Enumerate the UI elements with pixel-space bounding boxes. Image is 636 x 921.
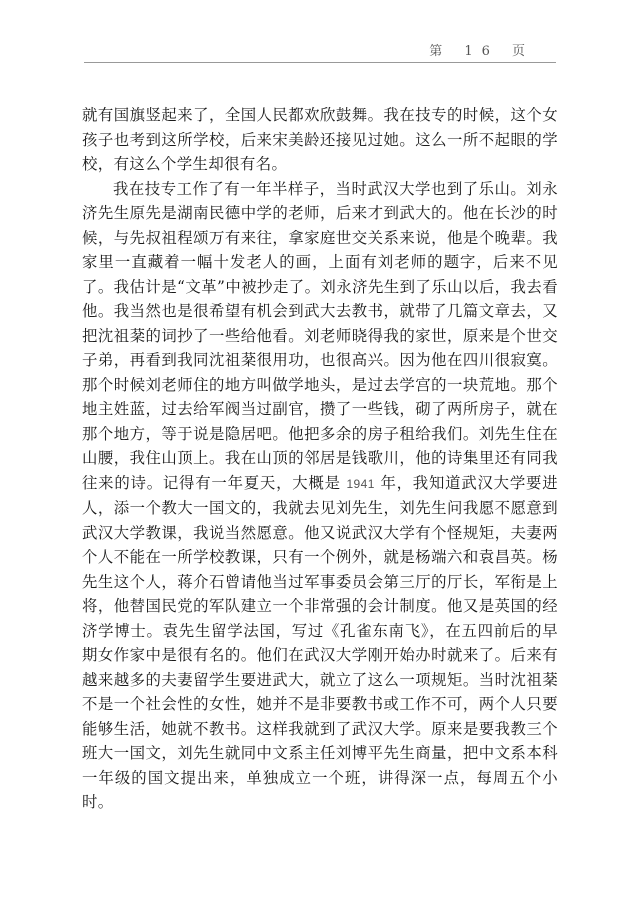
paragraph-2	[82, 177, 558, 815]
page-number: 第 16 页	[429, 44, 534, 59]
body-text	[82, 103, 558, 815]
paragraph-2-text-b: 年，我知道武汉大学要进人，添一个教大一国文的，我就去见刘先生，刘先生问我愿不愿意到武汉大学教课，我说当然愿意。他又说武汉大学有个怪规矩，夫妻两个人不能在一所学校教课，只有一个例外，就是杨端六和袁昌英。杨先生这个人，蒋介石曾请他当过军事委员会第三厅的厅长，军衔是上将，他替国民党的军队建立一个非常强的会计制度。他又是英国的经济学博士。袁先生留学法国，写过《孔雀东南飞》，在五四前后的早期女作家中是很有名的。他们在武汉大学刚开始办时就来了。后来有越来越多的夫妻留学生要进武大，就立了这么一项规矩。当时沈祖棻不是一个社会性的女性，她并不是非要教书或工作不可，两个人只要能够生活，她就不教书。这样我就到了武汉大学。原来是要我教三个班大一国文，刘先生就同中文系主任刘博平先生商量，把中文系本科一年级的国文提出来，单独成立一个班，讲得深一点，每周五个小时。	[82, 473, 558, 811]
paragraph-1-text: 就有国旗竖起来了，全国人民都欢欣鼓舞。我在技专的时候，这个女孩子也考到这所学校，后来宋美龄还接见过她。这么一所不起眼的学校，有这么个学生却很有名。	[82, 106, 558, 173]
paragraph-1	[82, 103, 558, 177]
page-header	[84, 40, 556, 63]
paragraph-2-text-a: 我在技专工作了有一年半样子，当时武汉大学也到了乐山。刘永济先生原先是湖南民德中学的老师，后来才到武大的。他在长沙的时候，与先叔祖程颂万有来往，拿家庭世交关系来说，他是个晚辈。我家里一直藏着一幅十发老人的画，上面有刘老师的题字，后来不见了。我估计是“文革”中被抄走了。刘永济先生到了乐山以后，我去看他。我当然也是很希望有机会到武大去教书，就带了几篇文章去，又把沈祖棻的词抄了一些给他看。刘老师晓得我的家世，原来是个世交子弟，再看到我同沈祖棻很用功，也很高兴。因为他在四川很寂寞。那个时候刘老师住的地方叫做学地头，是过去学宫的一块荒地。那个地主姓蓝，过去给军阀当过副官，攒了一些钱，砌了两所房子，就在那个地方，等于说是隐居吧。他把多余的房子租给我们。刘先生住在山腰，我住山顶上。我在山顶的邻居是钱歌川，他的诗集里还有同我往来的诗。记得有一年夏天，大概是	[82, 179, 558, 492]
year-number: 1941	[346, 476, 375, 491]
